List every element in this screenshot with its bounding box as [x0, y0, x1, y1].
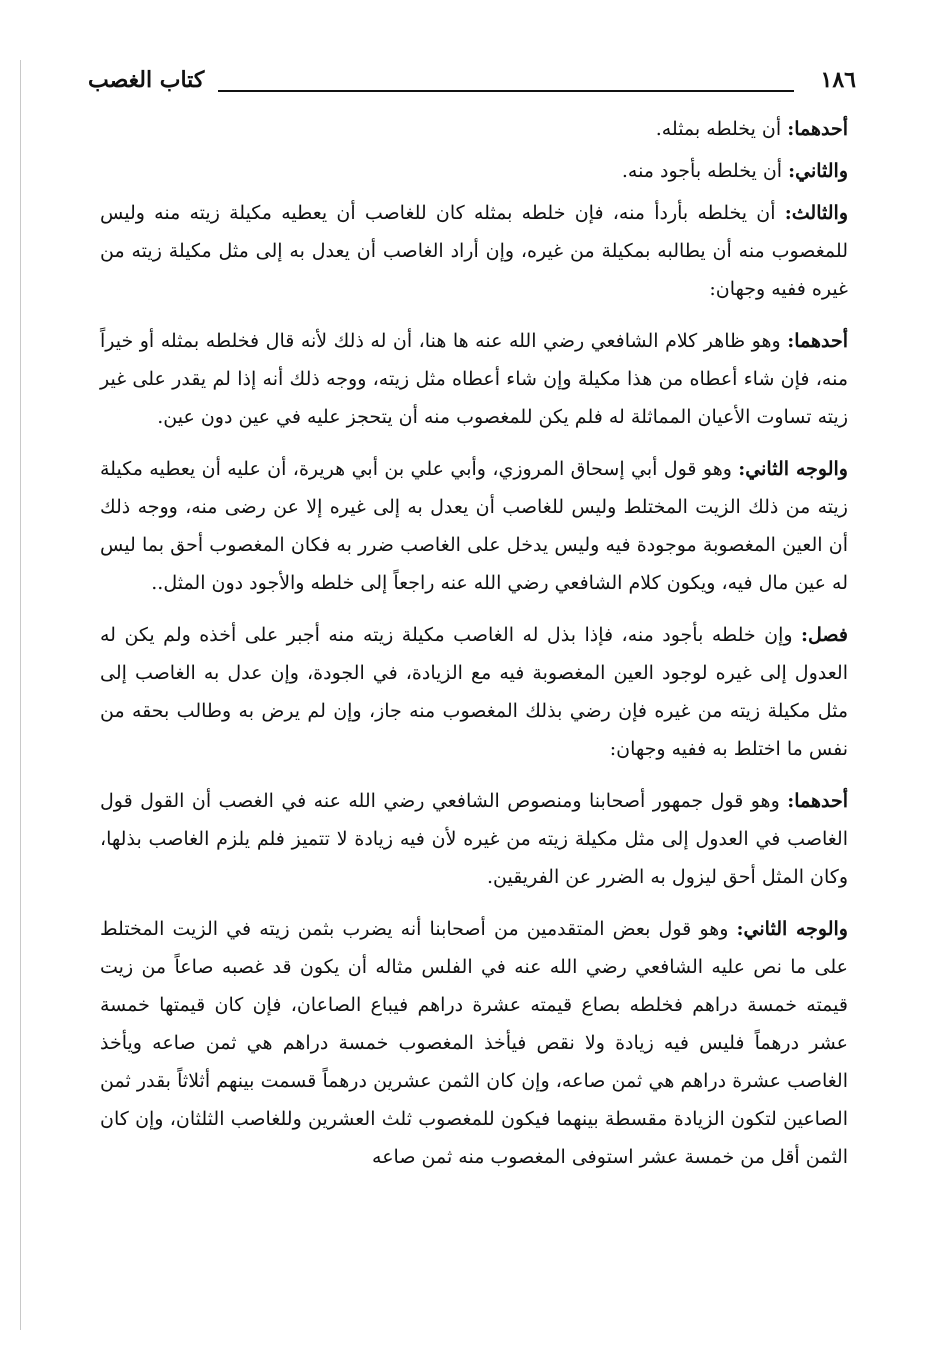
page-number: ١٨٦	[820, 67, 856, 93]
paragraph-lead: والوجه الثاني:	[738, 458, 848, 480]
paragraph-lead: أحدهما:	[787, 118, 848, 140]
paragraph-lead: والثاني:	[788, 160, 848, 182]
paragraph-text: أن يخلطه بأردأ منه، فإن خلطه بمثله كان للغاصب أن يعطيه مكيلة زيته منه وليس للمغصوب منه أن يطالبه بمكيلة من غيره، وإن أراد الغاصب أن يعدل به إلى مثل مكيلة زيته من غيره ففيه وجهان:	[100, 202, 848, 300]
paragraph-first-opinion	[100, 782, 848, 896]
paragraph-text: وهو قول بعض المتقدمين من أصحابنا أنه يضرب بثمن زيته في الزيت المختلط على ما نص عليه الشافعي رضي الله عنه في الفلس مثاله أن يكون قد غصبه صاعاً من زيت قيمته خمسة دراهم فخلطه بصاع قيمته عشرة دراهم فيباع الصاعان، فإن كان قيمتها خمسة عشر درهماً فليس فيه زيادة ولا نقص فيأخذ المغصوب خمسة دراهم هي ثمن صاعه ويأخذ الغاصب عشرة دراهم هي ثمن صاعه، وإن كان الثمن عشرين درهماً قسمت بينهم أثلاثاً بقدر ثمن الصاعين لتكون الزيادة مقسطة بينهما فيكون للمغصوب ثلث العشرين وللغاصب الثلثان، وإن كان الثمن أقل من خمسة عشر استوفى المغصوب منه ثمن صاعه	[100, 918, 848, 1168]
paragraph-text: وهو قول أبي إسحاق المروزي، وأبي علي بن أبي هريرة، أن عليه أن يعطيه مكيلة زيته من ذلك الزيت المختلط وليس للغاصب أن يعدل به إلى غيره إلا عن رضى منه، ووجه ذلك أن العين المغصوبة موجودة فيه وليس يدخل على الغاصب ضرر به فكان المغصوب أحق بما ليس له عين مال فيه، ويكون كلام الشافعي رضي الله عنه راجعاً إلى خلطه والأجود دون المثل..	[100, 458, 848, 594]
book-title: كتاب الغصب	[88, 67, 205, 93]
paragraph-second-case	[100, 150, 848, 192]
paragraph-second-opinion	[100, 910, 848, 1176]
header-rule	[218, 90, 794, 92]
paragraph-second-view	[100, 450, 848, 602]
paragraph-lead: أحدهما:	[787, 330, 848, 352]
paragraph-text: وإن خلطه بأجود منه، فإذا بذل له الغاصب مكيلة زيته منه أجبر على أخذه ولم يكن له العدول إلى غيره لوجود العين المغصوبة فيه مع الزيادة، في الجودة، وإن عدل به الغاصب إلى مثل مكيلة زيته من غيره فإن رضي بذلك المغصوب منه جاز، وإن لم يرض به وطالب بحقه من نفس ما اختلط به ففيه وجهان:	[100, 624, 848, 760]
paragraph-text: أن يخلطه بمثله.	[655, 118, 788, 140]
paragraph-section	[100, 616, 848, 768]
paragraph-lead: فصل:	[801, 624, 848, 646]
page-header	[88, 64, 856, 104]
paragraph-lead: والثالث:	[784, 202, 848, 224]
paragraph-third-case	[100, 194, 848, 308]
paragraph-text: أن يخلطه بأجود منه.	[621, 160, 789, 182]
paragraph-first-case	[100, 108, 848, 150]
scan-edge-line	[20, 60, 21, 1330]
paragraph-text: وهو ظاهر كلام الشافعي رضي الله عنه ها هنا، أن له ذلك لأنه قال فخلطه بمثله أو خيراً منه، فإن شاء أعطاه من هذا مكيلة وإن شاء أعطاه مثل زيته، ووجه ذلك أنه إذا لم يقدر على غير زيته تساوت الأعيان المماثلة له فلم يكن للمغصوب منه أن يتحجز عليه في عين دون عين.	[100, 330, 848, 428]
paragraph-first-view	[100, 322, 848, 436]
paragraph-lead: أحدهما:	[787, 790, 848, 812]
paragraph-text: وهو قول جمهور أصحابنا ومنصوص الشافعي رضي الله عنه في الغصب أن القول قول الغاصب في العدول إلى مثل مكيلة زيته من غيره لأن فيه زيادة لا تتميز فلم يلزم الغاصب بذلها، وكان المثل أحق ليزول به الضرر عن الفريقين.	[100, 790, 848, 888]
body-text	[100, 108, 848, 1176]
paragraph-lead: والوجه الثاني:	[736, 918, 848, 940]
